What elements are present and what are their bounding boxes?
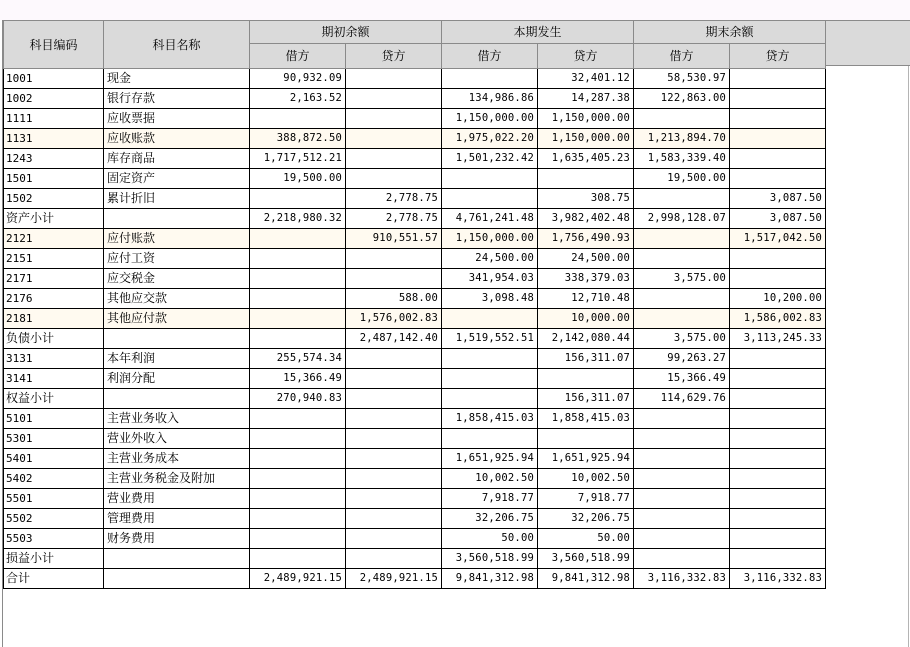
cell-closing-credit[interactable]	[730, 89, 826, 109]
subtotal-row[interactable]	[4, 549, 826, 569]
cell-closing-credit[interactable]	[730, 429, 826, 449]
cell-opening-debit[interactable]	[250, 229, 346, 249]
cell-account-code[interactable]: 1502	[4, 189, 104, 209]
cell-opening-debit[interactable]	[250, 409, 346, 429]
cell-account-code[interactable]: 5401	[4, 449, 104, 469]
cell-closing-debit[interactable]	[634, 469, 730, 489]
cell-current-credit[interactable]: 7,918.77	[538, 489, 634, 509]
cell-opening-debit[interactable]: 2,489,921.15	[250, 569, 346, 589]
cell-opening-credit[interactable]	[346, 249, 442, 269]
cell-opening-debit[interactable]	[250, 549, 346, 569]
cell-account-name[interactable]: 主营业务收入	[104, 409, 250, 429]
cell-opening-credit[interactable]	[346, 349, 442, 369]
cell-current-debit[interactable]	[442, 349, 538, 369]
cell-opening-credit[interactable]: 2,489,921.15	[346, 569, 442, 589]
cell-opening-credit[interactable]: 588.00	[346, 289, 442, 309]
cell-closing-debit[interactable]: 3,575.00	[634, 329, 730, 349]
cell-current-credit[interactable]: 308.75	[538, 189, 634, 209]
column-header-opening-debit[interactable]: 借方	[250, 44, 346, 69]
cell-account-code[interactable]: 3141	[4, 369, 104, 389]
cell-closing-debit[interactable]: 1,213,894.70	[634, 129, 730, 149]
cell-opening-credit[interactable]	[346, 369, 442, 389]
cell-closing-credit[interactable]	[730, 469, 826, 489]
table-row[interactable]	[4, 349, 826, 369]
table-row[interactable]	[4, 309, 826, 329]
cell-closing-credit[interactable]	[730, 129, 826, 149]
cell-opening-debit[interactable]	[250, 249, 346, 269]
top-toolbar-strip	[0, 0, 910, 20]
cell-closing-credit[interactable]: 1,517,042.50	[730, 229, 826, 249]
table-row[interactable]	[4, 69, 826, 89]
cell-current-credit[interactable]: 1,150,000.00	[538, 129, 634, 149]
cell-opening-credit[interactable]	[346, 449, 442, 469]
right-frame-border	[908, 66, 909, 647]
subtotal-row[interactable]	[4, 209, 826, 229]
cell-closing-debit[interactable]: 122,863.00	[634, 89, 730, 109]
cell-current-credit[interactable]: 1,756,490.93	[538, 229, 634, 249]
cell-opening-credit[interactable]	[346, 509, 442, 529]
cell-current-debit[interactable]: 1,975,022.20	[442, 129, 538, 149]
cell-account-name[interactable]	[104, 209, 250, 229]
cell-account-code[interactable]: 2181	[4, 309, 104, 329]
cell-opening-debit[interactable]	[250, 429, 346, 449]
cell-account-code[interactable]: 5501	[4, 489, 104, 509]
column-header-current-credit[interactable]: 贷方	[538, 44, 634, 69]
cell-account-code[interactable]: 1243	[4, 149, 104, 169]
cell-closing-credit[interactable]	[730, 349, 826, 369]
column-header-current-debit[interactable]: 借方	[442, 44, 538, 69]
trial-balance-table	[3, 20, 826, 589]
cell-account-code[interactable]: 2176	[4, 289, 104, 309]
cell-opening-credit[interactable]	[346, 409, 442, 429]
cell-closing-debit[interactable]	[634, 449, 730, 469]
cell-current-credit[interactable]: 156,311.07	[538, 349, 634, 369]
column-header-current[interactable]: 本期发生	[442, 21, 634, 44]
cell-current-credit[interactable]: 10,002.50	[538, 469, 634, 489]
cell-closing-debit[interactable]	[634, 489, 730, 509]
cell-opening-credit[interactable]	[346, 129, 442, 149]
cell-account-name[interactable]: 银行存款	[104, 89, 250, 109]
cell-opening-credit[interactable]	[346, 169, 442, 189]
table-row[interactable]	[4, 429, 826, 449]
cell-account-code[interactable]: 2171	[4, 269, 104, 289]
cell-current-credit[interactable]: 10,000.00	[538, 309, 634, 329]
cell-opening-credit[interactable]: 2,778.75	[346, 209, 442, 229]
header-filler	[826, 20, 910, 66]
cell-current-credit[interactable]: 3,982,402.48	[538, 209, 634, 229]
cell-current-credit[interactable]: 1,635,405.23	[538, 149, 634, 169]
column-header-opening[interactable]: 期初余额	[250, 21, 442, 44]
table-row[interactable]	[4, 129, 826, 149]
cell-opening-credit[interactable]	[346, 109, 442, 129]
cell-closing-debit[interactable]: 1,583,339.40	[634, 149, 730, 169]
table-row[interactable]	[4, 229, 826, 249]
cell-opening-credit[interactable]	[346, 549, 442, 569]
cell-current-debit[interactable]: 3,098.48	[442, 289, 538, 309]
cell-account-code[interactable]: 5503	[4, 529, 104, 549]
cell-closing-debit[interactable]: 15,366.49	[634, 369, 730, 389]
table-row[interactable]	[4, 169, 826, 189]
cell-opening-credit[interactable]: 2,778.75	[346, 189, 442, 209]
cell-account-name[interactable]	[104, 389, 250, 409]
cell-closing-debit[interactable]	[634, 249, 730, 269]
cell-account-code[interactable]: 资产小计	[4, 209, 104, 229]
subtotal-row[interactable]	[4, 329, 826, 349]
cell-current-debit[interactable]: 1,651,925.94	[442, 449, 538, 469]
cell-opening-debit[interactable]: 1,717,512.21	[250, 149, 346, 169]
cell-current-credit[interactable]	[538, 169, 634, 189]
cell-closing-credit[interactable]: 3,087.50	[730, 209, 826, 229]
cell-current-debit[interactable]: 10,002.50	[442, 469, 538, 489]
cell-opening-debit[interactable]	[250, 529, 346, 549]
cell-opening-debit[interactable]: 2,163.52	[250, 89, 346, 109]
cell-closing-debit[interactable]	[634, 229, 730, 249]
column-header-code[interactable]: 科目编码	[4, 21, 104, 69]
cell-current-credit[interactable]: 2,142,080.44	[538, 329, 634, 349]
cell-closing-credit[interactable]	[730, 529, 826, 549]
cell-opening-debit[interactable]	[250, 189, 346, 209]
cell-closing-debit[interactable]	[634, 109, 730, 129]
cell-opening-debit[interactable]	[250, 329, 346, 349]
cell-opening-debit[interactable]: 2,218,980.32	[250, 209, 346, 229]
column-header-closing[interactable]: 期末余额	[634, 21, 826, 44]
table-row[interactable]	[4, 269, 826, 289]
cell-opening-debit[interactable]	[250, 109, 346, 129]
cell-opening-debit[interactable]: 19,500.00	[250, 169, 346, 189]
subtotal-row[interactable]	[4, 389, 826, 409]
table-row[interactable]	[4, 409, 826, 429]
cell-opening-credit[interactable]: 1,576,002.83	[346, 309, 442, 329]
cell-account-name[interactable]: 财务费用	[104, 529, 250, 549]
cell-opening-debit[interactable]: 90,932.09	[250, 69, 346, 89]
cell-closing-credit[interactable]	[730, 449, 826, 469]
cell-opening-debit[interactable]: 255,574.34	[250, 349, 346, 369]
cell-account-code[interactable]: 5402	[4, 469, 104, 489]
cell-current-debit[interactable]: 7,918.77	[442, 489, 538, 509]
cell-closing-credit[interactable]	[730, 389, 826, 409]
cell-account-code[interactable]: 2151	[4, 249, 104, 269]
column-header-closing-debit[interactable]: 借方	[634, 44, 730, 69]
cell-closing-credit[interactable]	[730, 169, 826, 189]
cell-account-code[interactable]: 1501	[4, 169, 104, 189]
cell-current-credit[interactable]	[538, 369, 634, 389]
cell-current-credit[interactable]: 338,379.03	[538, 269, 634, 289]
cell-closing-credit[interactable]	[730, 109, 826, 129]
cell-current-credit[interactable]: 1,651,925.94	[538, 449, 634, 469]
cell-closing-credit[interactable]: 3,113,245.33	[730, 329, 826, 349]
column-header-closing-credit[interactable]: 贷方	[730, 44, 826, 69]
cell-current-credit[interactable]: 1,858,415.03	[538, 409, 634, 429]
cell-current-credit[interactable]: 14,287.38	[538, 89, 634, 109]
cell-closing-debit[interactable]	[634, 549, 730, 569]
cell-opening-credit[interactable]	[346, 269, 442, 289]
cell-closing-credit[interactable]: 3,087.50	[730, 189, 826, 209]
cell-account-name[interactable]: 管理费用	[104, 509, 250, 529]
cell-opening-credit[interactable]	[346, 469, 442, 489]
cell-current-credit[interactable]: 32,206.75	[538, 509, 634, 529]
cell-opening-credit[interactable]: 910,551.57	[346, 229, 442, 249]
cell-current-debit[interactable]	[442, 69, 538, 89]
cell-account-code[interactable]: 1111	[4, 109, 104, 129]
cell-current-credit[interactable]	[538, 429, 634, 449]
cell-current-debit[interactable]: 3,560,518.99	[442, 549, 538, 569]
cell-opening-debit[interactable]: 270,940.83	[250, 389, 346, 409]
cell-current-debit[interactable]: 1,501,232.42	[442, 149, 538, 169]
cell-account-code[interactable]: 1131	[4, 129, 104, 149]
cell-account-code[interactable]: 1001	[4, 69, 104, 89]
table-body	[4, 69, 826, 589]
cell-current-debit[interactable]: 1,858,415.03	[442, 409, 538, 429]
cell-current-credit[interactable]: 24,500.00	[538, 249, 634, 269]
cell-account-name[interactable]: 应付工资	[104, 249, 250, 269]
cell-closing-credit[interactable]	[730, 489, 826, 509]
cell-account-code[interactable]: 5101	[4, 409, 104, 429]
cell-closing-credit[interactable]	[730, 69, 826, 89]
cell-closing-credit[interactable]	[730, 409, 826, 429]
cell-closing-credit[interactable]	[730, 549, 826, 569]
cell-opening-credit[interactable]	[346, 429, 442, 449]
cell-account-code[interactable]: 5502	[4, 509, 104, 529]
cell-account-name[interactable]: 应收票据	[104, 109, 250, 129]
cell-account-name[interactable]: 库存商品	[104, 149, 250, 169]
cell-account-name[interactable]: 其他应付款	[104, 309, 250, 329]
cell-account-code[interactable]: 3131	[4, 349, 104, 369]
cell-account-name[interactable]: 现金	[104, 69, 250, 89]
cell-opening-debit[interactable]	[250, 489, 346, 509]
cell-current-debit[interactable]: 9,841,312.98	[442, 569, 538, 589]
table-row[interactable]	[4, 509, 826, 529]
cell-opening-debit[interactable]	[250, 289, 346, 309]
cell-current-debit[interactable]	[442, 389, 538, 409]
cell-current-credit[interactable]: 1,150,000.00	[538, 109, 634, 129]
table-row[interactable]	[4, 369, 826, 389]
cell-account-name[interactable]: 应交税金	[104, 269, 250, 289]
cell-current-credit[interactable]: 12,710.48	[538, 289, 634, 309]
cell-account-code[interactable]: 5301	[4, 429, 104, 449]
table-row[interactable]	[4, 249, 826, 269]
subtotal-row[interactable]	[4, 569, 826, 589]
cell-account-name[interactable]: 累计折旧	[104, 189, 250, 209]
cell-account-name[interactable]: 固定资产	[104, 169, 250, 189]
cell-account-name[interactable]: 应收账款	[104, 129, 250, 149]
cell-closing-debit[interactable]	[634, 509, 730, 529]
cell-current-debit[interactable]: 341,954.03	[442, 269, 538, 289]
cell-account-name[interactable]	[104, 549, 250, 569]
cell-closing-credit[interactable]	[730, 509, 826, 529]
cell-current-credit[interactable]: 32,401.12	[538, 69, 634, 89]
table-row[interactable]	[4, 149, 826, 169]
cell-account-code[interactable]: 1002	[4, 89, 104, 109]
table-row[interactable]	[4, 489, 826, 509]
cell-closing-credit[interactable]	[730, 149, 826, 169]
table-row[interactable]	[4, 109, 826, 129]
cell-current-credit[interactable]: 3,560,518.99	[538, 549, 634, 569]
cell-closing-debit[interactable]	[634, 429, 730, 449]
cell-account-code[interactable]: 2121	[4, 229, 104, 249]
cell-closing-credit[interactable]	[730, 369, 826, 389]
cell-opening-debit[interactable]	[250, 269, 346, 289]
cell-opening-debit[interactable]: 15,366.49	[250, 369, 346, 389]
cell-current-debit[interactable]	[442, 189, 538, 209]
cell-closing-credit[interactable]	[730, 269, 826, 289]
cell-opening-debit[interactable]	[250, 509, 346, 529]
cell-closing-debit[interactable]	[634, 309, 730, 329]
cell-current-debit[interactable]	[442, 169, 538, 189]
cell-current-debit[interactable]: 50.00	[442, 529, 538, 549]
cell-account-name[interactable]: 利润分配	[104, 369, 250, 389]
cell-opening-credit[interactable]	[346, 89, 442, 109]
table-row[interactable]	[4, 469, 826, 489]
cell-account-name[interactable]: 营业外收入	[104, 429, 250, 449]
cell-opening-debit[interactable]	[250, 469, 346, 489]
table-row[interactable]	[4, 449, 826, 469]
cell-account-code[interactable]: 权益小计	[4, 389, 104, 409]
cell-opening-debit[interactable]	[250, 449, 346, 469]
cell-account-code[interactable]: 损益小计	[4, 549, 104, 569]
cell-current-debit[interactable]: 1,150,000.00	[442, 109, 538, 129]
cell-current-debit[interactable]	[442, 429, 538, 449]
cell-account-name[interactable]: 主营业务税金及附加	[104, 469, 250, 489]
cell-account-name[interactable]	[104, 569, 250, 589]
cell-account-name[interactable]	[104, 329, 250, 349]
column-header-name[interactable]: 科目名称	[104, 21, 250, 69]
column-header-opening-credit[interactable]: 贷方	[346, 44, 442, 69]
cell-current-debit[interactable]: 24,500.00	[442, 249, 538, 269]
cell-closing-credit[interactable]: 3,116,332.83	[730, 569, 826, 589]
cell-account-code[interactable]: 合计	[4, 569, 104, 589]
cell-closing-debit[interactable]: 114,629.76	[634, 389, 730, 409]
cell-account-code[interactable]: 负债小计	[4, 329, 104, 349]
cell-opening-credit[interactable]	[346, 529, 442, 549]
table-row[interactable]	[4, 189, 826, 209]
cell-closing-debit[interactable]: 3,116,332.83	[634, 569, 730, 589]
cell-current-credit[interactable]: 156,311.07	[538, 389, 634, 409]
cell-closing-credit[interactable]: 1,586,002.83	[730, 309, 826, 329]
cell-closing-debit[interactable]	[634, 529, 730, 549]
cell-closing-debit[interactable]: 99,263.27	[634, 349, 730, 369]
cell-opening-credit[interactable]: 2,487,142.40	[346, 329, 442, 349]
cell-opening-debit[interactable]: 388,872.50	[250, 129, 346, 149]
cell-opening-credit[interactable]	[346, 69, 442, 89]
cell-current-debit[interactable]: 1,150,000.00	[442, 229, 538, 249]
cell-opening-credit[interactable]	[346, 489, 442, 509]
cell-account-name[interactable]: 应付账款	[104, 229, 250, 249]
cell-closing-debit[interactable]	[634, 189, 730, 209]
cell-current-debit[interactable]: 4,761,241.48	[442, 209, 538, 229]
cell-closing-debit[interactable]: 3,575.00	[634, 269, 730, 289]
cell-current-debit[interactable]: 32,206.75	[442, 509, 538, 529]
cell-opening-credit[interactable]	[346, 389, 442, 409]
cell-current-debit[interactable]	[442, 369, 538, 389]
table-row[interactable]	[4, 529, 826, 549]
cell-opening-credit[interactable]	[346, 149, 442, 169]
cell-current-debit[interactable]: 1,519,552.51	[442, 329, 538, 349]
cell-closing-credit[interactable]: 10,200.00	[730, 289, 826, 309]
cell-closing-debit[interactable]: 2,998,128.07	[634, 209, 730, 229]
cell-current-debit[interactable]: 134,986.86	[442, 89, 538, 109]
table-row[interactable]	[4, 89, 826, 109]
cell-account-name[interactable]: 本年利润	[104, 349, 250, 369]
cell-account-name[interactable]: 营业费用	[104, 489, 250, 509]
cell-closing-debit[interactable]	[634, 289, 730, 309]
cell-account-name[interactable]: 其他应交款	[104, 289, 250, 309]
cell-current-credit[interactable]: 50.00	[538, 529, 634, 549]
cell-closing-debit[interactable]: 19,500.00	[634, 169, 730, 189]
cell-closing-credit[interactable]	[730, 249, 826, 269]
cell-closing-debit[interactable]: 58,530.97	[634, 69, 730, 89]
cell-current-credit[interactable]: 9,841,312.98	[538, 569, 634, 589]
cell-current-debit[interactable]	[442, 309, 538, 329]
cell-closing-debit[interactable]	[634, 409, 730, 429]
cell-opening-debit[interactable]	[250, 309, 346, 329]
cell-account-name[interactable]: 主营业务成本	[104, 449, 250, 469]
table-row[interactable]	[4, 289, 826, 309]
